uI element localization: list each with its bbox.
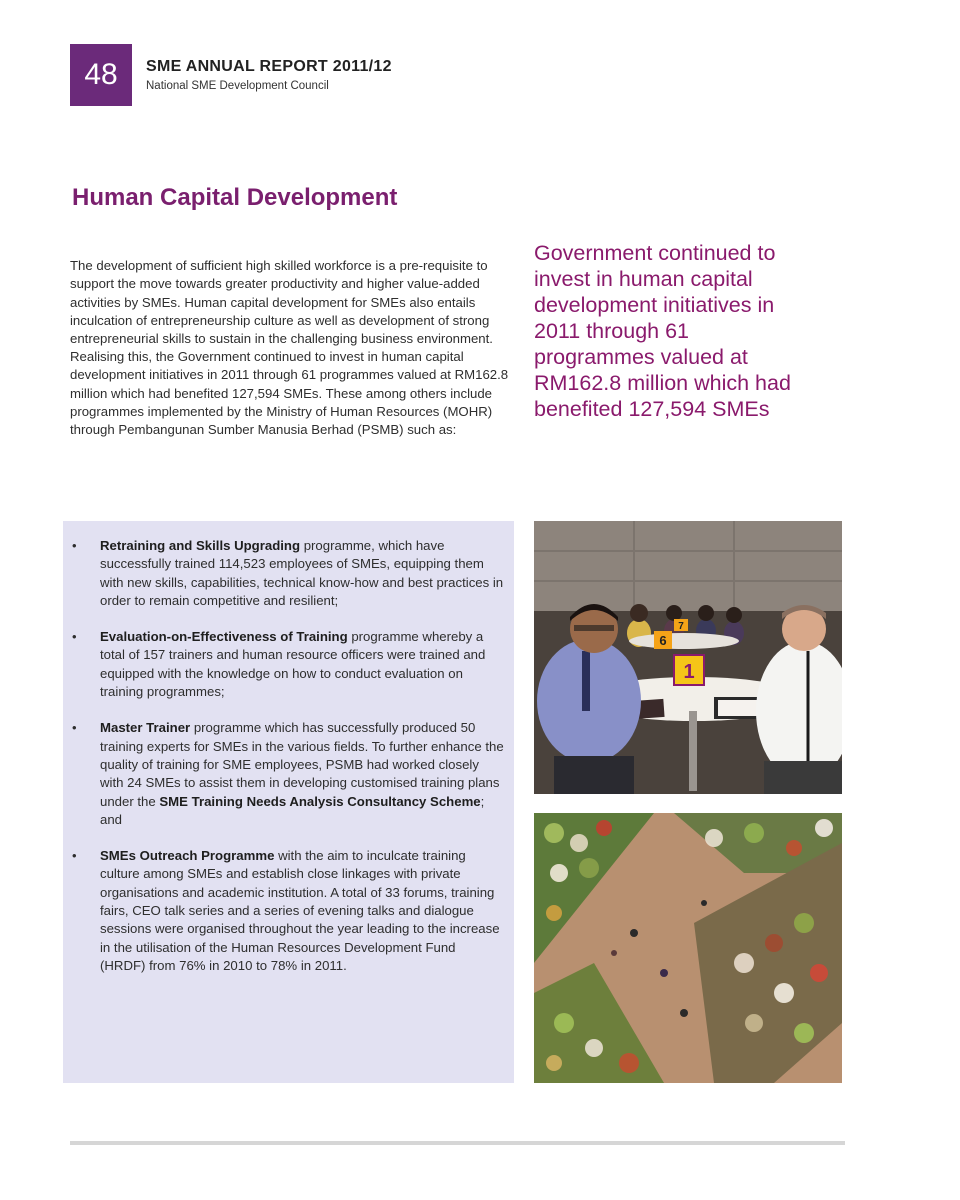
pull-quote: Government continued to invest in human capital development initiatives in 2011 through 61 programmes valued at RM162.8 million which had benefited 127,594 SMEs	[534, 241, 791, 421]
page-number: 48	[84, 58, 118, 91]
footer-rule	[70, 1141, 845, 1145]
report-subtitle: National SME Development Council	[146, 80, 329, 92]
market-photo	[534, 813, 842, 1083]
table-number-7: 7	[678, 621, 684, 632]
meeting-photo-illustration	[534, 521, 842, 794]
list-item	[70, 719, 504, 829]
market-photo-illustration	[534, 813, 842, 1083]
programme-description: programme whereby a total of 157 trainers and human resource officers were trained and equipped with the knowledge on how to conduct evaluation on training programmes;	[100, 629, 486, 700]
bullet-icon: •	[72, 848, 77, 864]
list-item	[70, 628, 504, 701]
programme-description: programme, which have successfully trained 114,523 employees of SMEs, equipping them with new skills, capabilities, technical know-how and best practices in order to remain competitive and resilient;	[100, 538, 504, 608]
programme-description: with the aim to inculcate training culture among SMEs and establish close linkages with private organisations and academic institution. A total of 33 forums, training fairs, CEO talk series and a series of evening talks and dialogue sessions were organised throughout the year leading to the increase in the utilisation of the Human Resources Development Fund (HRDF) from 76% in 2010 to 78% in 2011.	[100, 848, 500, 973]
page-number-box	[70, 44, 132, 106]
programme-name: Retraining and Skills Upgrading	[100, 538, 301, 553]
programme-list	[70, 537, 504, 993]
list-item	[70, 537, 504, 610]
bullet-icon: •	[72, 629, 77, 645]
table-number-1: 1	[683, 661, 695, 683]
programme-name: SMEs Outreach Programme	[100, 848, 275, 864]
table-number-6: 6	[659, 633, 667, 648]
programme-name: Evaluation-on-Effectiveness of Training	[100, 629, 348, 645]
report-title: SME ANNUAL REPORT 2011/12	[146, 58, 392, 75]
intro-paragraph: The development of sufficient high skilled workforce is a pre-requisite to support the move towards greater productivity and higher value-added activities by SMEs. Human capital development for SMEs also entails inculcation of entrepreneurship culture as well as development of strong entrepreneurial skills to sustain in the challenging business environment. Realising this, the Government continued to invest in human capital development initiatives in 2011 through 61 programmes valued at RM162.8 million which had benefited 127,594 SMEs. These among others include programmes implemented by the Ministry of Human Resources (MOHR) through Pembangunan Sumber Manusia Berhad (PSMB) such as:	[70, 258, 509, 438]
bullet-icon: •	[72, 538, 77, 553]
meeting-photo	[534, 521, 842, 794]
list-item	[70, 847, 504, 975]
scheme-name: SME Training Needs Analysis Consultancy Scheme	[159, 793, 481, 809]
bullet-icon: •	[72, 720, 77, 736]
programme-description: programme which has successfully produced 50 training experts for SMEs in the various fields. To further enhance the quality of training for SME employees, PSMB had worked closely with 24 SMEs to assist them in developing customised training plans under the	[100, 720, 504, 809]
programme-description-end: ; and	[100, 793, 485, 827]
programme-name: Master Trainer	[100, 720, 191, 736]
section-heading: Human Capital Development	[72, 184, 398, 211]
